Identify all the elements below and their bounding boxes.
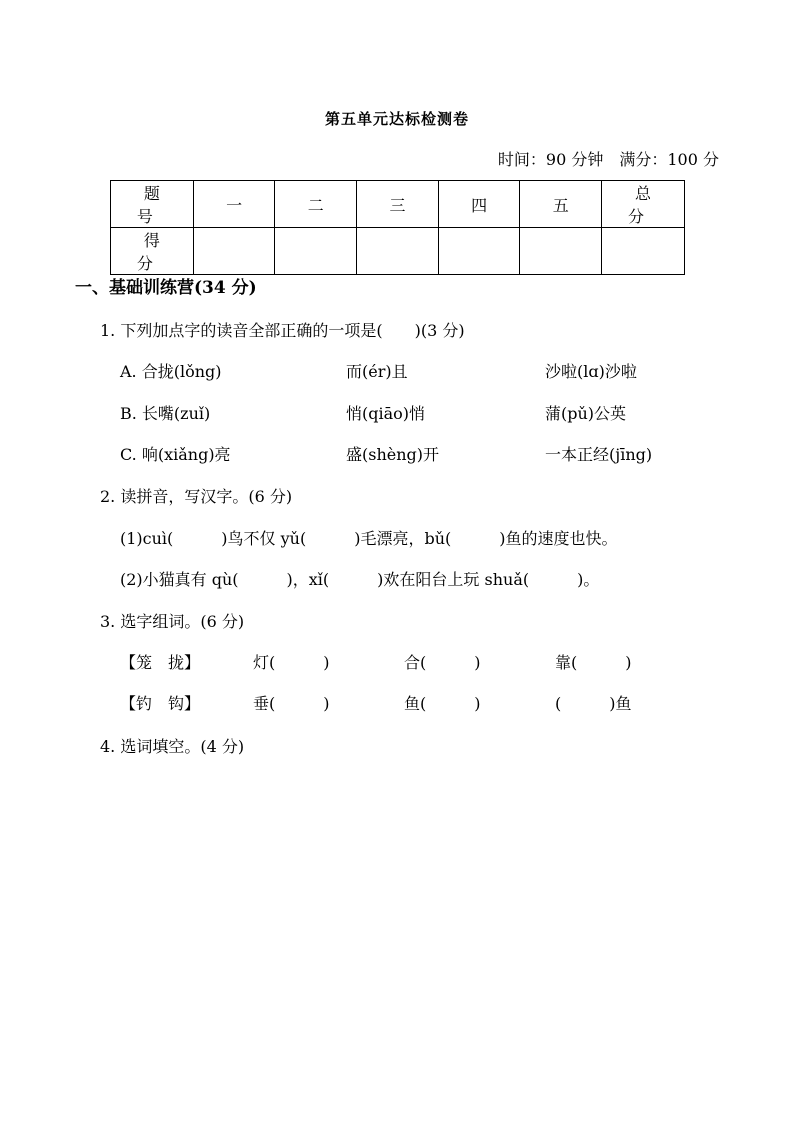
score-table <box>110 180 696 275</box>
q3-stem: 3. 选字组词。(6 分) <box>100 612 245 631</box>
q3-row2-item3: ( )鱼 <box>555 694 632 713</box>
q3-row2-choice: 【钓 钩】 <box>120 694 201 713</box>
q1-option-a-2: 而(ér)且 <box>346 362 408 381</box>
q1-option-c-2: 盛(shèng)开 <box>346 445 440 464</box>
q1-option-b-1: B. 长嘴(zuǐ) <box>120 404 211 423</box>
q3-row1-choice: 【笼 拢】 <box>120 653 201 672</box>
score-cell-total[interactable] <box>602 228 685 275</box>
q2-line1: (1)cuì( )鸟不仅 yǔ( )毛漂亮，bǔ( )鱼的速度也快。 <box>120 529 618 548</box>
q1-option-a-1: A. 合拢(lǒng) <box>120 362 222 381</box>
score-col-5: 五 <box>520 181 602 228</box>
score-cell-1[interactable] <box>193 228 275 275</box>
page-title: 第五单元达标检测卷 <box>324 110 469 128</box>
score-table-score-row <box>111 228 685 275</box>
q2-stem: 2. 读拼音，写汉字。(6 分) <box>100 487 293 506</box>
q1-option-b-3: 蒲(pǔ)公英 <box>545 404 627 423</box>
score-row2-label: 得 分 <box>111 228 194 275</box>
q3-row1-item1: 灯( ) <box>253 653 330 672</box>
q1-option-a-3: 沙啦(lɑ)沙啦 <box>545 362 637 381</box>
q3-row1-item3: 靠( ) <box>555 653 632 672</box>
score-cell-5[interactable] <box>520 228 602 275</box>
q1-option-c-1: C. 响(xiǎng)亮 <box>120 445 231 464</box>
score-col-2: 二 <box>275 181 357 228</box>
score-cell-3[interactable] <box>357 228 439 275</box>
score-table-header-row <box>111 181 685 228</box>
q2-line2: (2)小猫真有 qù( )，xǐ( )欢在阳台上玩 shuǎ( )。 <box>120 570 600 589</box>
score-col-1: 一 <box>193 181 275 228</box>
q1-option-b-2: 悄(qiāo)悄 <box>346 404 426 423</box>
q3-row2-item1: 垂( ) <box>253 694 330 713</box>
section1-heading: 一、基础训练营(34 分) <box>75 278 257 298</box>
q1-option-c-3: 一本正经(jīng) <box>545 445 653 464</box>
score-cell-2[interactable] <box>275 228 357 275</box>
score-col-total: 总 分 <box>602 181 685 228</box>
q1-stem: 1. 下列加点字的读音全部正确的一项是( )(3 分) <box>100 321 465 340</box>
q3-row1-item2: 合( ) <box>404 653 481 672</box>
time-info: 时间：90 分钟 满分：100 分 <box>497 150 719 169</box>
score-col-3: 三 <box>357 181 439 228</box>
score-col-4: 四 <box>438 181 520 228</box>
q4-stem: 4. 选词填空。(4 分) <box>100 737 245 756</box>
q3-row2-item2: 鱼( ) <box>404 694 481 713</box>
score-cell-4[interactable] <box>438 228 520 275</box>
score-row-label: 题 号 <box>111 181 194 228</box>
